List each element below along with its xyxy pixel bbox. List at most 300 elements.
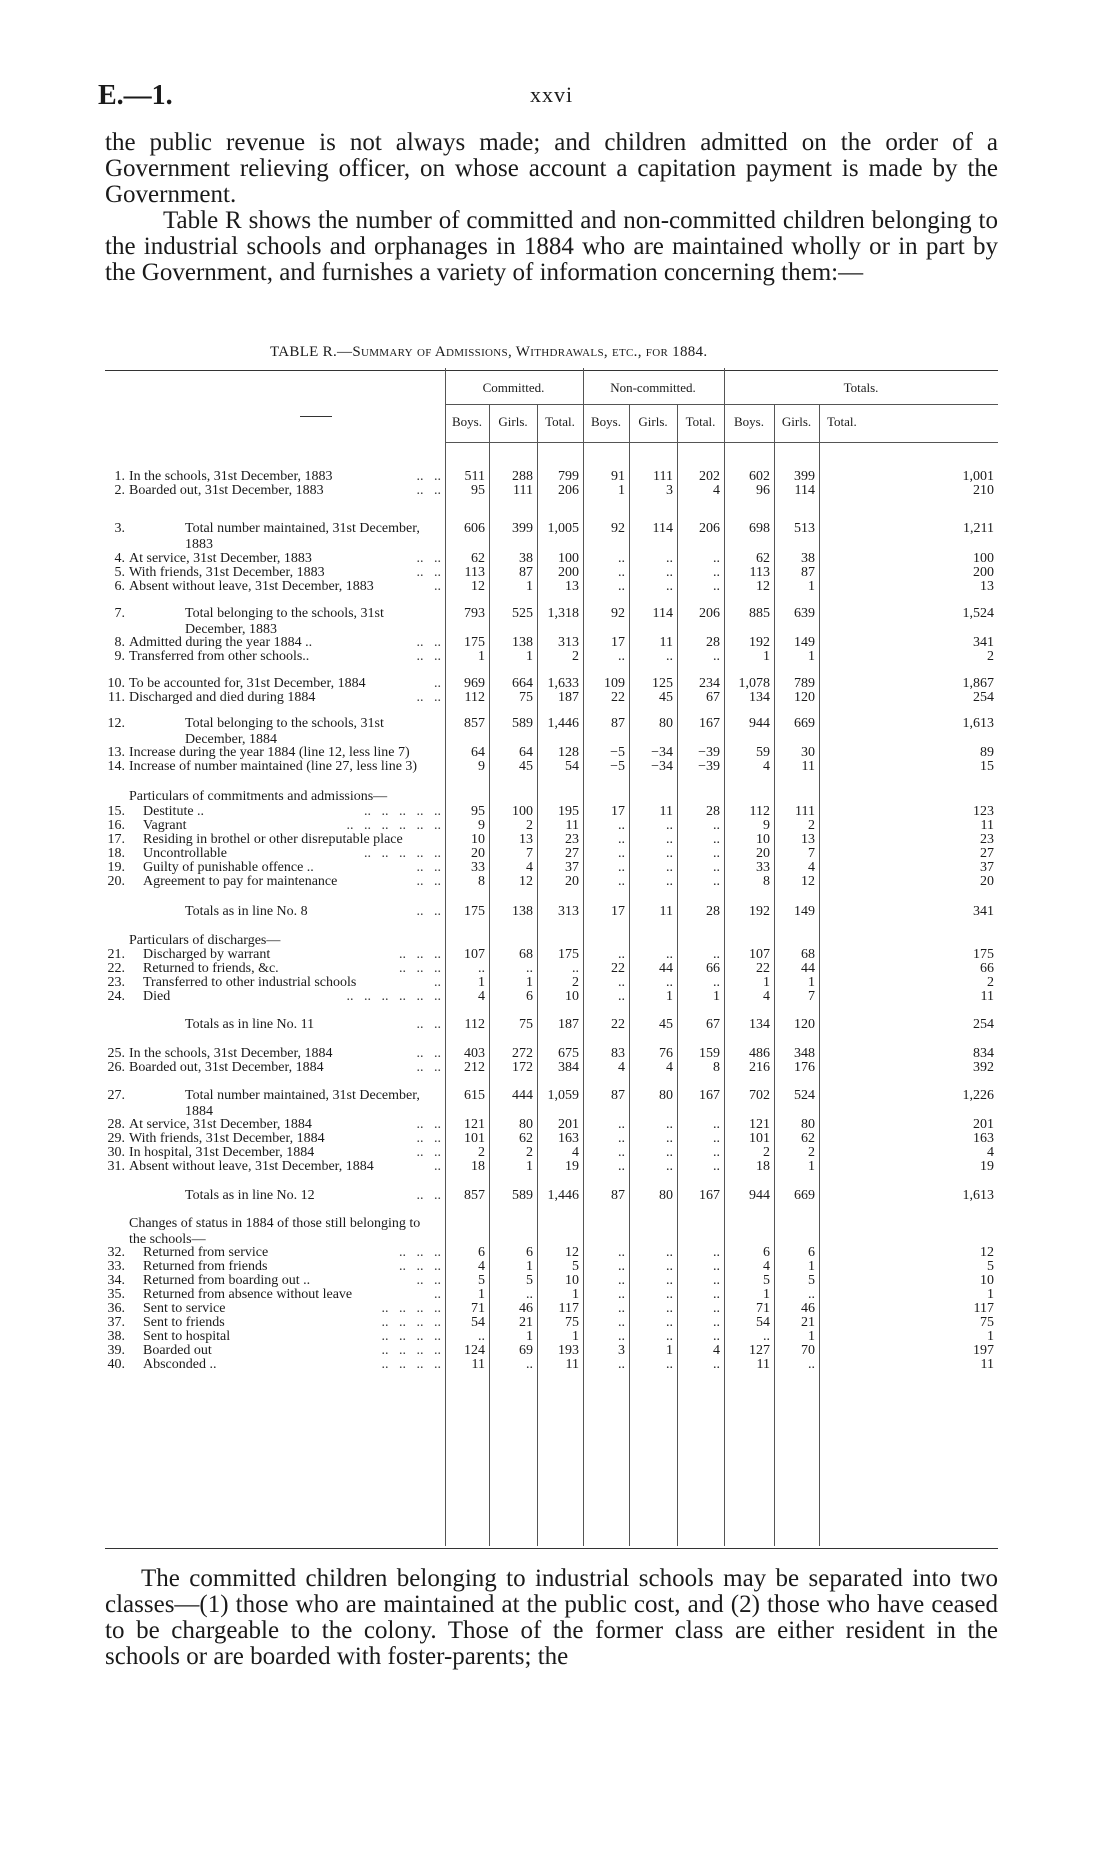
leader-dots: .. .. <box>416 690 441 705</box>
row-label: Boarded out, 31st December, 1883 <box>129 483 324 498</box>
table-cell: 834 <box>973 1046 994 1061</box>
line-number: 6. <box>114 579 125 594</box>
table-cell: 5 <box>526 1273 533 1288</box>
line-number: 36. <box>107 1301 125 1316</box>
table-cell: 384 <box>558 1060 579 1075</box>
table-cell: 1,078 <box>738 676 770 691</box>
line-number: 35. <box>107 1287 125 1302</box>
col-divider <box>537 404 538 1546</box>
table-cell: 3 <box>618 1343 625 1358</box>
table-cell: 348 <box>794 1046 815 1061</box>
leader-dots: .. .. .. <box>399 961 441 976</box>
row-label: In the schools, 31st December, 1884 <box>129 1046 333 1061</box>
table-cell: 92 <box>611 521 625 536</box>
table-cell: .. <box>618 1287 625 1302</box>
row-label: Boarded out <box>143 1343 212 1358</box>
table-cell: .. <box>618 1145 625 1160</box>
subhead-totals-total: Total. <box>827 414 857 429</box>
table-cell: 216 <box>749 1060 770 1075</box>
table-cell: 341 <box>973 904 994 919</box>
table-cell: 100 <box>512 804 533 819</box>
table-cell: 80 <box>519 1117 533 1132</box>
table-cell: 4 <box>618 1060 625 1075</box>
leader-dots: .. .. .. <box>399 1245 441 1260</box>
table-cell: 234 <box>699 676 720 691</box>
table-cell: 138 <box>512 904 533 919</box>
row-label: Returned from absence without leave <box>143 1287 353 1302</box>
table-cell: 109 <box>604 676 625 691</box>
table-cell: 202 <box>699 469 720 484</box>
table-cell: 62 <box>471 551 485 566</box>
table-cell: 399 <box>794 469 815 484</box>
row-label: Totals as in line No. 8 <box>185 904 308 919</box>
table-cell: 7 <box>808 989 815 1004</box>
table-cell: .. <box>666 565 673 580</box>
table-cell: 187 <box>558 690 579 705</box>
row-label: Destitute .. <box>143 804 205 819</box>
table-cell: 175 <box>464 904 485 919</box>
line-number: 27. <box>107 1088 125 1103</box>
table-cell: 80 <box>659 1188 673 1203</box>
row-label: Absconded .. <box>143 1357 217 1372</box>
table-cell: 17 <box>611 804 625 819</box>
table-bottom-rule <box>105 1548 998 1549</box>
table-cell: .. <box>666 846 673 861</box>
line-number: 18. <box>107 846 125 861</box>
intro-paragraph-2: Table R shows the number of committed and non-committed children belonging to the industrial schools and orphanages in 1884 who are maintained wholly or in part by the Government, and furnishes a variety of information concerning them:— <box>105 207 998 286</box>
table-cell: .. <box>618 1131 625 1146</box>
page-number: xxvi <box>530 82 574 107</box>
table-cell: 201 <box>558 1117 579 1132</box>
table-cell: 1 <box>808 579 815 594</box>
row-label: Total belonging to the schools, 31st December, 1884 <box>185 716 384 747</box>
table-cell: 37 <box>980 860 994 875</box>
table-cell: 28 <box>706 904 720 919</box>
table-cell: 134 <box>749 690 770 705</box>
group-head-non-committed: Non-committed. <box>610 380 696 395</box>
table-cell: 70 <box>801 1343 815 1358</box>
table-cell: 403 <box>464 1046 485 1061</box>
table-cell: .. <box>713 975 720 990</box>
table-cell: 675 <box>558 1046 579 1061</box>
table-caption-title: Summary of Admissions, Withdrawals, etc., for 1884. <box>352 344 708 360</box>
row-label: Transferred to other industrial schools <box>143 975 357 990</box>
table-cell: 4 <box>763 989 770 1004</box>
leader-dots: .. <box>434 579 441 594</box>
leader-dots: .. .. .. .. .. <box>364 846 441 861</box>
table-cell: .. <box>618 1301 625 1316</box>
table-cell: 87 <box>519 565 533 580</box>
table-cell: .. <box>618 579 625 594</box>
leader-dots: .. .. <box>416 551 441 566</box>
table-cell: 1 <box>713 989 720 1004</box>
leader-dots: .. .. .. .. <box>381 1343 441 1358</box>
row-label: Agreement to pay for maintenance <box>143 874 338 889</box>
col-divider <box>819 404 820 1546</box>
table-cell: .. <box>713 1287 720 1302</box>
table-cell: 87 <box>611 1188 625 1203</box>
table-cell: 399 <box>512 521 533 536</box>
table-cell: 5 <box>763 1273 770 1288</box>
table-cell: .. <box>618 860 625 875</box>
col-divider <box>677 404 678 1546</box>
table-cell: 20 <box>980 874 994 889</box>
table-cell: 46 <box>519 1301 533 1316</box>
table-cell: 100 <box>558 551 579 566</box>
table-top-rule <box>105 370 998 371</box>
table-cell: 175 <box>558 947 579 962</box>
table-cell: 1 <box>526 1159 533 1174</box>
table-cell: .. <box>713 579 720 594</box>
line-number: 2. <box>114 483 125 498</box>
line-number: 22. <box>107 961 125 976</box>
leader-dots: .. .. <box>416 1117 441 1132</box>
closing-paragraph: The committed children belonging to industrial schools may be separated into two classes—(1) those who are maintained at the public cost, and (2) those who have ceased to be chargeable to the colony. Those of the former class are either resident in the schools or are boarded with foster-parents; the <box>105 1565 998 1670</box>
table-cell: 175 <box>464 635 485 650</box>
row-label: Returned to friends, &c. <box>143 961 279 976</box>
table-cell: 6 <box>808 1245 815 1260</box>
table-cell: 67 <box>706 690 720 705</box>
table-cell: .. <box>666 1315 673 1330</box>
row-label: Particulars of discharges— <box>129 933 281 948</box>
table-cell: 22 <box>611 1017 625 1032</box>
table-cell: .. <box>618 947 625 962</box>
line-number: 17. <box>107 832 125 847</box>
line-number: 16. <box>107 818 125 833</box>
table-cell: 46 <box>801 1301 815 1316</box>
table-cell: .. <box>713 1145 720 1160</box>
table-cell: 11 <box>659 804 673 819</box>
table-cell: 2 <box>572 649 579 664</box>
col-divider <box>445 368 446 1546</box>
table-cell: 1 <box>526 649 533 664</box>
table-cell: 44 <box>801 961 815 976</box>
table-cell: 33 <box>756 860 770 875</box>
table-cell: 111 <box>513 483 533 498</box>
table-cell: 134 <box>749 1017 770 1032</box>
line-number: 12. <box>107 716 125 731</box>
table-cell: 114 <box>794 483 815 498</box>
table-cell: 1 <box>572 1287 579 1302</box>
line-number: 28. <box>107 1117 125 1132</box>
leader-dots: .. .. <box>416 860 441 875</box>
table-cell: .. <box>713 846 720 861</box>
line-number: 34. <box>107 1273 125 1288</box>
leader-dots: .. <box>434 1159 441 1174</box>
table-cell: 13 <box>565 579 579 594</box>
table-cell: 101 <box>464 1131 485 1146</box>
line-number: 26. <box>107 1060 125 1075</box>
subhead-committed-boys: Boys. <box>452 414 482 429</box>
table-cell: 45 <box>659 1017 673 1032</box>
line-number: 14. <box>107 759 125 774</box>
table-cell: 10 <box>565 1273 579 1288</box>
table-cell: 5 <box>478 1273 485 1288</box>
table-cell: 89 <box>980 745 994 760</box>
table-cell: 12 <box>565 1245 579 1260</box>
table-cell: 4 <box>572 1145 579 1160</box>
summary-table <box>105 370 998 1550</box>
table-cell: 1,446 <box>547 716 579 731</box>
table-cell: 486 <box>749 1046 770 1061</box>
table-cell: 602 <box>749 469 770 484</box>
table-cell: 192 <box>749 904 770 919</box>
table-cell: 1 <box>478 1287 485 1302</box>
table-cell: .. <box>618 1357 625 1372</box>
table-cell: 1 <box>808 649 815 664</box>
table-cell: .. <box>618 1329 625 1344</box>
leader-dots: .. .. .. <box>399 947 441 962</box>
stub-head-dash <box>300 416 332 417</box>
leader-dots: .. .. <box>416 1131 441 1146</box>
table-cell: 10 <box>980 1273 994 1288</box>
intro-paragraph-1: the public revenue is not always made; and children admitted on the order of a Government relieving officer, on whose account a capitation payment is made by the Government. <box>105 129 998 208</box>
table-cell: 17 <box>611 904 625 919</box>
table-cell: 212 <box>464 1060 485 1075</box>
row-label: To be accounted for, 31st December, 1884 <box>129 676 366 691</box>
table-cell: 83 <box>611 1046 625 1061</box>
line-number: 23. <box>107 975 125 990</box>
table-cell: 75 <box>519 690 533 705</box>
row-label: Sent to service <box>143 1301 226 1316</box>
table-cell: 163 <box>973 1131 994 1146</box>
table-cell: 4 <box>713 483 720 498</box>
subhead-noncommitted-total: Total. <box>685 414 716 429</box>
table-cell: .. <box>713 832 720 847</box>
table-cell: 200 <box>973 565 994 580</box>
leader-dots: .. .. .. .. <box>381 1357 441 1372</box>
table-cell: 80 <box>801 1117 815 1132</box>
table-cell: 789 <box>794 676 815 691</box>
table-cell: 1 <box>808 1259 815 1274</box>
table-cell: 17 <box>611 635 625 650</box>
table-cell: 62 <box>756 551 770 566</box>
line-number: 5. <box>114 565 125 580</box>
line-number: 24. <box>107 989 125 1004</box>
table-cell: 885 <box>749 606 770 621</box>
table-cell: 197 <box>973 1343 994 1358</box>
table-cell: 107 <box>749 947 770 962</box>
leader-dots: .. .. <box>416 635 441 650</box>
subhead-noncommitted-boys: Boys. <box>591 414 621 429</box>
table-cell: .. <box>666 1357 673 1372</box>
table-cell: 69 <box>519 1343 533 1358</box>
leader-dots: .. .. <box>416 1188 441 1203</box>
table-cell: 22 <box>611 690 625 705</box>
table-cell: 193 <box>558 1343 579 1358</box>
table-cell: 92 <box>611 606 625 621</box>
leader-dots: .. .. <box>416 1017 441 1032</box>
table-cell: 1,613 <box>962 1188 994 1203</box>
table-cell: 5 <box>572 1259 579 1274</box>
table-cell: .. <box>526 961 533 976</box>
table-cell: 11 <box>801 759 815 774</box>
table-cell: .. <box>713 1117 720 1132</box>
table-cell: .. <box>666 579 673 594</box>
table-cell: .. <box>618 989 625 1004</box>
row-label: Transferred from other schools.. <box>129 649 310 664</box>
table-cell: 313 <box>558 904 579 919</box>
table-cell: 272 <box>512 1046 533 1061</box>
row-label: Guilty of punishable offence .. <box>143 860 314 875</box>
table-cell: 6 <box>763 1245 770 1260</box>
table-cell: 793 <box>464 606 485 621</box>
table-cell: 192 <box>749 635 770 650</box>
table-cell: .. <box>713 551 720 566</box>
group-head-committed: Committed. <box>482 380 545 395</box>
table-cell: 1,318 <box>547 606 579 621</box>
row-label: Increase during the year 1884 (line 12, less line 7) <box>129 745 410 760</box>
table-cell: .. <box>713 1131 720 1146</box>
line-number: 7. <box>114 606 125 621</box>
table-cell: 21 <box>519 1315 533 1330</box>
table-cell: 11 <box>756 1357 770 1372</box>
table-cell: −5 <box>610 759 625 774</box>
table-cell: 444 <box>512 1088 533 1103</box>
table-cell: 2 <box>987 975 994 990</box>
table-cell: 4 <box>478 1259 485 1274</box>
row-label: Total belonging to the schools, 31st December, 1883 <box>185 606 384 637</box>
leader-dots: .. .. <box>416 565 441 580</box>
table-cell: 8 <box>478 874 485 889</box>
row-label: Totals as in line No. 12 <box>185 1188 315 1203</box>
table-cell: 1 <box>808 975 815 990</box>
table-cell: 944 <box>749 716 770 731</box>
table-cell: 172 <box>512 1060 533 1075</box>
table-cell: 125 <box>652 676 673 691</box>
table-cell: 59 <box>756 745 770 760</box>
table-cell: 1 <box>572 1329 579 1344</box>
table-cell: 10 <box>471 832 485 847</box>
table-cell: 12 <box>519 874 533 889</box>
table-cell: .. <box>713 1329 720 1344</box>
table-cell: 1,059 <box>547 1088 579 1103</box>
row-label: Died <box>143 989 171 1004</box>
table-cell: 62 <box>801 1131 815 1146</box>
table-cell: 101 <box>749 1131 770 1146</box>
table-cell: .. <box>618 1259 625 1274</box>
table-cell: 313 <box>558 635 579 650</box>
table-cell: 75 <box>519 1017 533 1032</box>
table-cell: 4 <box>526 860 533 875</box>
table-cell: 12 <box>980 1245 994 1260</box>
table-cell: .. <box>666 1273 673 1288</box>
table-cell: 1 <box>618 483 625 498</box>
table-cell: .. <box>618 649 625 664</box>
line-number: 39. <box>107 1343 125 1358</box>
table-cell: 11 <box>471 1357 485 1372</box>
table-cell: 7 <box>526 846 533 861</box>
table-cell: .. <box>666 874 673 889</box>
table-cell: .. <box>666 818 673 833</box>
table-cell: −39 <box>698 759 720 774</box>
leader-dots: .. .. .. .. .. .. <box>346 818 441 833</box>
leader-dots: .. <box>434 975 441 990</box>
table-cell: .. <box>713 565 720 580</box>
table-cell: 1 <box>987 1287 994 1302</box>
table-cell: 91 <box>611 469 625 484</box>
table-cell: 195 <box>558 804 579 819</box>
line-number: 13. <box>107 745 125 760</box>
table-cell: .. <box>618 1117 625 1132</box>
table-cell: 2 <box>808 818 815 833</box>
table-cell: 11 <box>565 818 579 833</box>
row-label: Returned from boarding out .. <box>143 1273 311 1288</box>
table-cell: 175 <box>973 947 994 962</box>
table-cell: 13 <box>801 832 815 847</box>
table-cell: .. <box>713 1273 720 1288</box>
table-cell: 10 <box>756 832 770 847</box>
table-cell: 107 <box>464 947 485 962</box>
table-cell: 33 <box>471 860 485 875</box>
table-cell: 288 <box>512 469 533 484</box>
row-label: Boarded out, 31st December, 1884 <box>129 1060 324 1075</box>
table-cell: 2 <box>763 1145 770 1160</box>
table-cell: .. <box>666 1131 673 1146</box>
line-number: 37. <box>107 1315 125 1330</box>
table-cell: 68 <box>801 947 815 962</box>
table-cell: 138 <box>512 635 533 650</box>
line-number: 15. <box>107 804 125 819</box>
table-cell: .. <box>666 1159 673 1174</box>
subhead-totals-girls: Girls. <box>781 414 812 429</box>
table-cell: 3 <box>666 483 673 498</box>
table-cell: 12 <box>756 579 770 594</box>
row-label: At service, 31st December, 1883 <box>129 551 312 566</box>
table-cell: .. <box>666 1245 673 1260</box>
table-cell: 112 <box>749 804 770 819</box>
leader-dots: .. .. .. .. <box>381 1301 441 1316</box>
table-cell: 1,446 <box>547 1188 579 1203</box>
row-label: Uncontrollable <box>143 846 227 861</box>
table-cell: 127 <box>749 1343 770 1358</box>
table-cell: 11 <box>980 1357 994 1372</box>
leader-dots: .. .. .. .. <box>381 1315 441 1330</box>
table-cell: .. <box>666 1259 673 1274</box>
table-cell: −39 <box>698 745 720 760</box>
table-cell: 11 <box>659 635 673 650</box>
table-cell: 4 <box>808 860 815 875</box>
table-cell: 95 <box>471 483 485 498</box>
line-number: 32. <box>107 1245 125 1260</box>
table-cell: 4 <box>478 989 485 1004</box>
table-cell: 524 <box>794 1088 815 1103</box>
row-label: Particulars of commitments and admissions— <box>129 789 388 804</box>
table-cell: .. <box>713 860 720 875</box>
line-number: 40. <box>107 1357 125 1372</box>
table-cell: 121 <box>749 1117 770 1132</box>
table-cell: 1 <box>526 579 533 594</box>
col-divider <box>583 368 584 1546</box>
table-cell: 64 <box>471 745 485 760</box>
table-cell: 45 <box>519 759 533 774</box>
table-cell: 2 <box>526 818 533 833</box>
table-cell: .. <box>666 649 673 664</box>
table-cell: 1,001 <box>962 469 994 484</box>
table-cell: 1 <box>666 1343 673 1358</box>
table-cell: 96 <box>756 483 770 498</box>
line-number: 21. <box>107 947 125 962</box>
row-label: Vagrant <box>143 818 187 833</box>
table-cell: .. <box>713 1315 720 1330</box>
table-cell: 167 <box>699 716 720 731</box>
table-cell: 45 <box>659 690 673 705</box>
table-cell: 66 <box>980 961 994 976</box>
line-number: 19. <box>107 860 125 875</box>
leader-dots: .. <box>434 676 441 691</box>
table-cell: 114 <box>652 606 673 621</box>
table-cell: 4 <box>763 759 770 774</box>
